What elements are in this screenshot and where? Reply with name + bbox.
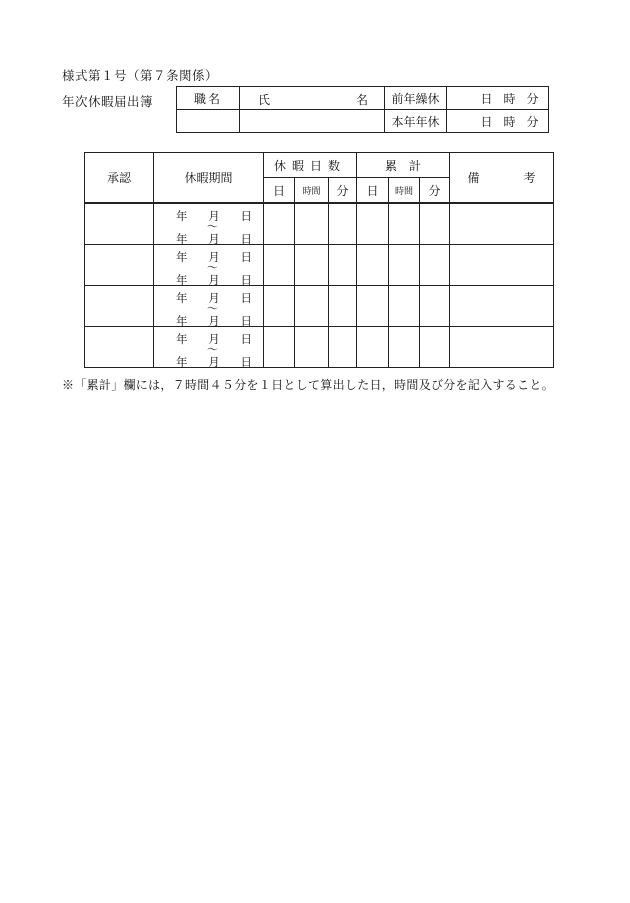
prev-carryover-label: 前年繰休 — [385, 87, 447, 110]
table-row — [85, 286, 554, 327]
cum-minutes-cell[interactable] — [420, 245, 450, 286]
period-day-label: 日 — [240, 332, 252, 346]
period-cell[interactable] — [154, 327, 264, 368]
period-month-label: 月 — [208, 314, 220, 328]
period-day-label: 日 — [240, 209, 252, 223]
cum-minutes-cell[interactable] — [420, 203, 450, 245]
form-number-label: 様式第１号（第７条関係） — [62, 68, 219, 83]
leave-minutes-cell[interactable] — [329, 286, 357, 327]
period-cell[interactable] — [154, 245, 264, 286]
period-month-label: 月 — [208, 209, 220, 223]
leave-hours-cell[interactable] — [295, 245, 329, 286]
period-year-label: 年 — [176, 250, 188, 264]
leave-days-day-header: 日 — [264, 178, 295, 204]
table-row — [85, 245, 554, 286]
cum-day-cell[interactable] — [357, 203, 389, 245]
period-tilde: ～ — [207, 261, 218, 274]
leave-day-cell[interactable] — [264, 203, 295, 245]
post-label: 職名 — [177, 87, 240, 110]
cum-day-cell[interactable] — [357, 245, 389, 286]
footnote: ※「累計」欄には，７時間４５分を１日として算出した日，時間及び分を記入すること。 — [62, 378, 555, 392]
period-year-label: 年 — [176, 232, 188, 246]
period-tilde: ～ — [207, 343, 218, 356]
period-year-label: 年 — [176, 291, 188, 305]
cum-hours-cell[interactable] — [389, 203, 420, 245]
unit-hour: 時 — [503, 114, 516, 129]
period-cell[interactable] — [154, 203, 264, 245]
table-row — [85, 327, 554, 368]
employee-header-table — [176, 86, 549, 133]
leave-minutes-cell[interactable] — [329, 245, 357, 286]
current-year-value[interactable] — [447, 110, 549, 133]
leave-days-hours-header: 時間 — [295, 178, 329, 204]
period-tilde: ～ — [207, 220, 218, 233]
current-year-label: 本年年休 — [385, 110, 447, 133]
leave-day-cell[interactable] — [264, 245, 295, 286]
leave-day-cell[interactable] — [264, 327, 295, 368]
unit-minute: 分 — [526, 114, 539, 129]
cum-day-cell[interactable] — [357, 286, 389, 327]
period-day-label: 日 — [240, 250, 252, 264]
unit-day: 日 — [480, 91, 493, 106]
period-tilde: ～ — [207, 302, 218, 315]
remarks-cell[interactable] — [450, 203, 554, 245]
cumulative-hours-header: 時間 — [389, 178, 420, 204]
unit-hour: 時 — [503, 91, 516, 106]
period-month-label: 月 — [208, 332, 220, 346]
name-label-shi: 氏 — [258, 93, 271, 107]
cum-hours-cell[interactable] — [389, 327, 420, 368]
unit-minute: 分 — [526, 91, 539, 106]
leave-days-header: 休暇日数 — [264, 153, 357, 178]
approval-cell[interactable] — [85, 245, 154, 286]
cum-hours-cell[interactable] — [389, 245, 420, 286]
leave-day-cell[interactable] — [264, 286, 295, 327]
remarks-cell[interactable] — [450, 286, 554, 327]
cumulative-day-header: 日 — [357, 178, 389, 204]
leave-record-table — [84, 152, 554, 368]
name-value[interactable] — [240, 110, 385, 133]
period-day-label: 日 — [240, 314, 252, 328]
period-month-label: 月 — [208, 250, 220, 264]
cum-minutes-cell[interactable] — [420, 327, 450, 368]
period-month-label: 月 — [208, 273, 220, 287]
name-label-mei: 名 — [355, 93, 368, 107]
leave-minutes-cell[interactable] — [329, 203, 357, 245]
post-value[interactable] — [177, 110, 240, 133]
leave-hours-cell[interactable] — [295, 327, 329, 368]
cum-minutes-cell[interactable] — [420, 286, 450, 327]
leave-days-minutes-header: 分 — [329, 178, 357, 204]
leave-period-header: 休暇期間 — [154, 153, 264, 204]
cumulative-minutes-header: 分 — [420, 178, 450, 204]
name-cell[interactable] — [240, 87, 385, 110]
remarks-header: 備 考 — [450, 153, 554, 204]
period-month-label: 月 — [208, 291, 220, 305]
approval-header: 承認 — [85, 153, 154, 204]
period-day-label: 日 — [240, 291, 252, 305]
cum-day-cell[interactable] — [357, 327, 389, 368]
leave-hours-cell[interactable] — [295, 286, 329, 327]
prev-carryover-value[interactable] — [447, 87, 549, 110]
cum-hours-cell[interactable] — [389, 286, 420, 327]
approval-cell[interactable] — [85, 203, 154, 245]
cumulative-header: 累 計 — [357, 153, 450, 178]
period-month-label: 月 — [208, 232, 220, 246]
period-day-label: 日 — [240, 355, 252, 369]
period-day-label: 日 — [240, 273, 252, 287]
period-year-label: 年 — [176, 355, 188, 369]
period-year-label: 年 — [176, 273, 188, 287]
period-month-label: 月 — [208, 355, 220, 369]
period-year-label: 年 — [176, 209, 188, 223]
unit-day: 日 — [480, 114, 493, 129]
period-day-label: 日 — [240, 232, 252, 246]
period-cell[interactable] — [154, 286, 264, 327]
remarks-cell[interactable] — [450, 327, 554, 368]
period-year-label: 年 — [176, 314, 188, 328]
approval-cell[interactable] — [85, 286, 154, 327]
remarks-cell[interactable] — [450, 245, 554, 286]
leave-hours-cell[interactable] — [295, 203, 329, 245]
leave-minutes-cell[interactable] — [329, 327, 357, 368]
table-row — [85, 203, 554, 245]
period-year-label: 年 — [176, 332, 188, 346]
ledger-title: 年次休暇届出簿 — [62, 94, 154, 109]
approval-cell[interactable] — [85, 327, 154, 368]
